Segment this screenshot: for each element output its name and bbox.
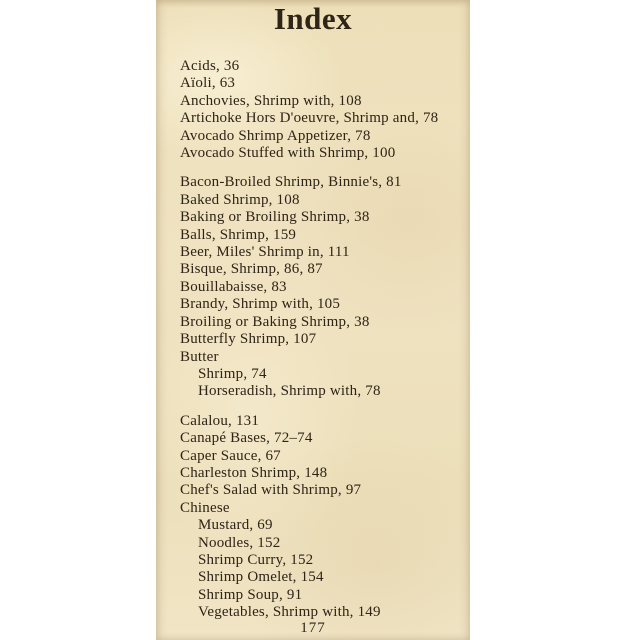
- page-number: 177: [300, 620, 326, 636]
- index-entry: Artichoke Hors D'oeuvre, Shrimp and, 78: [180, 110, 439, 127]
- index-entry: Acids, 36: [180, 58, 240, 74]
- index-entry: Brandy, Shrimp with, 105: [180, 296, 341, 313]
- index-entry: Bouillabaisse, 83: [180, 278, 287, 295]
- index-entry: Shrimp Soup, 91: [198, 586, 303, 603]
- index-entry: Aïoli, 63: [180, 75, 236, 92]
- index-group: [180, 174, 464, 400]
- index-entry: Baked Shrimp, 108: [180, 191, 300, 208]
- index-entry: Anchovies, Shrimp with, 108: [180, 92, 362, 109]
- page-title: Index: [273, 1, 353, 36]
- index-entry: Horseradish, Shrimp with, 78: [198, 383, 381, 400]
- index-entry: Balls, Shrimp, 159: [180, 226, 297, 243]
- index-entry: Chinese: [180, 499, 230, 516]
- index-entry: Broiling or Baking Shrimp, 38: [180, 313, 370, 330]
- index-entry: Baking or Broiling Shrimp, 38: [180, 209, 370, 226]
- index-entry: Beer, Miles' Shrimp in, 111: [180, 244, 350, 261]
- index-entry: Avocado Stuffed with Shrimp, 100: [180, 145, 396, 162]
- book-page: [156, 0, 470, 640]
- index-group: [180, 413, 464, 622]
- index-entry: Bacon-Broiled Shrimp, Binnie's, 81: [180, 174, 402, 191]
- index-entry: Vegetables, Shrimp with, 149: [198, 604, 381, 621]
- index-entry: Shrimp Curry, 152: [198, 551, 314, 568]
- index-group: [180, 58, 464, 162]
- index-entry: Shrimp Omelet, 154: [198, 569, 324, 586]
- index-entry: Charleston Shrimp, 148: [180, 464, 328, 481]
- index-entry: Bisque, Shrimp, 86, 87: [180, 261, 323, 278]
- index-entry: Caper Sauce, 67: [180, 447, 281, 464]
- index-entry: Butterfly Shrimp, 107: [180, 331, 317, 348]
- index-entry: Mustard, 69: [198, 517, 273, 534]
- index-entry: Shrimp, 74: [198, 365, 267, 382]
- index-entry: Calalou, 131: [180, 412, 260, 429]
- index-entry: Canapé Bases, 72–74: [180, 430, 313, 447]
- index-entry: Chef's Salad with Shrimp, 97: [180, 482, 362, 499]
- index-entry: Noodles, 152: [198, 534, 281, 551]
- index-entries: [180, 58, 464, 634]
- index-entry: Butter: [180, 348, 219, 365]
- index-entry: Avocado Shrimp Appetizer, 78: [180, 127, 371, 144]
